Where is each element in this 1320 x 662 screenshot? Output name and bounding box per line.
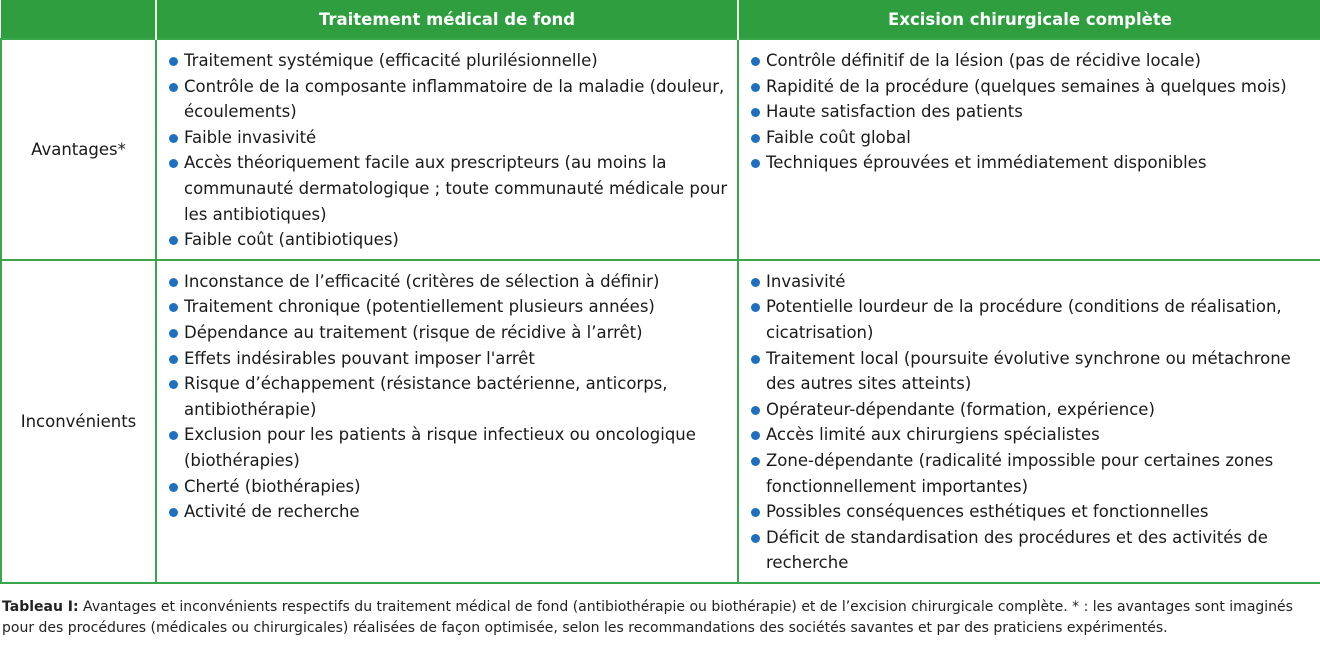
list-item: [749, 397, 1312, 423]
list-item: [749, 99, 1312, 125]
list-item-text: Traitement systémique (efficacité plurilésionnelle): [184, 51, 598, 70]
bullet-icon: [169, 329, 178, 338]
bullet-icon: [751, 534, 760, 543]
bullet-icon: [751, 406, 760, 415]
caption-label: Tableau I:: [2, 599, 79, 615]
table-caption: [2, 597, 1318, 638]
bullet-icon: [169, 278, 178, 287]
bullet-icon: [169, 159, 178, 168]
list-item-text: Inconstance de l’efficacité (critères de sélection à définir): [184, 271, 660, 291]
list-item: [167, 74, 729, 125]
list-item-text: Zone-dépendante (radicalité impossible pour certaines zones fonctionnellement importantes): [766, 450, 1274, 496]
bullet-list: [167, 48, 729, 253]
list-item-text: Contrôle de la composante inflammatoire de la maladie (douleur, écoulements): [184, 76, 725, 122]
list-item: [749, 125, 1312, 151]
bullet-icon: [751, 431, 760, 440]
list-item: [749, 294, 1312, 345]
bullet-icon: [169, 355, 178, 364]
list-item: [749, 422, 1312, 448]
list-item-text: Haute satisfaction des patients: [766, 102, 1023, 122]
bullet-icon: [169, 303, 178, 312]
list-item: [167, 346, 729, 372]
list-item-text: Accès théoriquement facile aux prescripteurs (au moins la communauté dermatologique ; toute communauté médicale pour les antibiotiques): [184, 153, 728, 224]
header-empty: [1, 0, 156, 39]
list-item-text: Faible coût global: [766, 127, 911, 147]
bullet-icon: [751, 278, 760, 287]
list-item-text: Accès limité aux chirurgiens spécialistes: [766, 425, 1100, 445]
list-item-text: Faible invasivité: [184, 127, 317, 147]
list-item: [167, 422, 729, 473]
list-item-text: Traitement chronique (potentiellement plusieurs années): [184, 297, 655, 317]
bullet-icon: [169, 380, 178, 389]
list-item: [749, 48, 1312, 74]
bullet-list: [749, 269, 1312, 576]
row-label-disadvantages: Inconvénients: [1, 260, 156, 583]
list-item-text: Activité de recherche: [184, 502, 360, 522]
header-row: [1, 0, 1320, 39]
list-item-text: Techniques éprouvées et immédiatement disponibles: [766, 153, 1207, 173]
bullet-icon: [751, 508, 760, 517]
list-item-text: Effets indésirables pouvant imposer l'arrêt: [184, 348, 535, 368]
list-item: [167, 499, 729, 525]
bullet-list: [749, 48, 1312, 176]
bullet-icon: [169, 483, 178, 492]
list-item: [167, 269, 729, 295]
list-item-text: Exclusion pour les patients à risque infectieux ou oncologique (biothérapies): [184, 425, 696, 470]
bullet-list: [167, 269, 729, 525]
list-item: [167, 371, 729, 422]
list-item: [749, 525, 1312, 576]
list-item: [167, 474, 729, 500]
bullet-icon: [751, 303, 760, 312]
list-item-text: Contrôle définitif de la lésion (pas de récidive locale): [766, 51, 1201, 70]
list-item-text: Possibles conséquences esthétiques et fonctionnelles: [766, 502, 1209, 522]
bullet-icon: [751, 108, 760, 117]
cell-advantages-medical: [156, 39, 738, 260]
row-label-advantages: Avantages*: [1, 39, 156, 260]
list-item: [167, 227, 729, 253]
list-item-text: Traitement local (poursuite évolutive synchrone ou métachrone des autres sites atteints): [766, 348, 1291, 394]
bullet-icon: [169, 431, 178, 440]
list-item: [749, 150, 1312, 176]
list-item: [167, 125, 729, 151]
list-item-text: Potentielle lourdeur de la procédure (conditions de réalisation, cicatrisation): [766, 297, 1282, 342]
list-item: [167, 150, 729, 227]
cell-disadvantages-surgical: [738, 260, 1320, 583]
bullet-icon: [751, 457, 760, 466]
bullet-icon: [169, 508, 178, 517]
list-item-text: Opérateur-dépendante (formation, expérience): [766, 399, 1155, 419]
list-item: [749, 269, 1312, 295]
bullet-icon: [751, 57, 760, 66]
list-item: [749, 74, 1312, 100]
bullet-icon: [751, 355, 760, 364]
bullet-icon: [169, 236, 178, 245]
row-advantages: [1, 39, 1320, 260]
list-item-text: Rapidité de la procédure (quelques semaines à quelques mois): [766, 76, 1287, 96]
list-item: [167, 294, 729, 320]
bullet-icon: [169, 134, 178, 143]
list-item: [749, 448, 1312, 499]
bullet-icon: [751, 159, 760, 168]
list-item: [749, 346, 1312, 397]
list-item-text: Cherté (biothérapies): [184, 476, 361, 496]
list-item-text: Faible coût (antibiotiques): [184, 230, 399, 250]
list-item-text: Invasivité: [766, 271, 846, 291]
header-medical: Traitement médical de fond: [156, 0, 738, 39]
bullet-icon: [169, 57, 178, 66]
list-item-text: Déficit de standardisation des procédures et des activités de recherche: [766, 527, 1268, 573]
bullet-icon: [751, 134, 760, 143]
header-surgical: Excision chirurgicale complète: [738, 0, 1320, 39]
caption-text: Avantages et inconvénients respectifs du traitement médical de fond (antibiothérapie ou biothérapie) et de l’excision chirurgicale complète. * : les avantages sont imaginés pour des procédures (médicales ou chirurgicales) réalisées de façon optimisée, selon les recommandations des sociétés savantes et par des praticiens expérimentés.: [2, 599, 1293, 636]
list-item: [167, 48, 729, 74]
bullet-icon: [751, 83, 760, 92]
cell-disadvantages-medical: [156, 260, 738, 583]
list-item-text: Risque d’échappement (résistance bactérienne, anticorps, antibiothérapie): [184, 374, 668, 419]
list-item-text: Dépendance au traitement (risque de récidive à l’arrêt): [184, 322, 643, 342]
cell-advantages-surgical: [738, 39, 1320, 260]
list-item: [167, 320, 729, 346]
bullet-icon: [169, 83, 178, 92]
list-item: [749, 499, 1312, 525]
row-disadvantages: [1, 260, 1320, 583]
